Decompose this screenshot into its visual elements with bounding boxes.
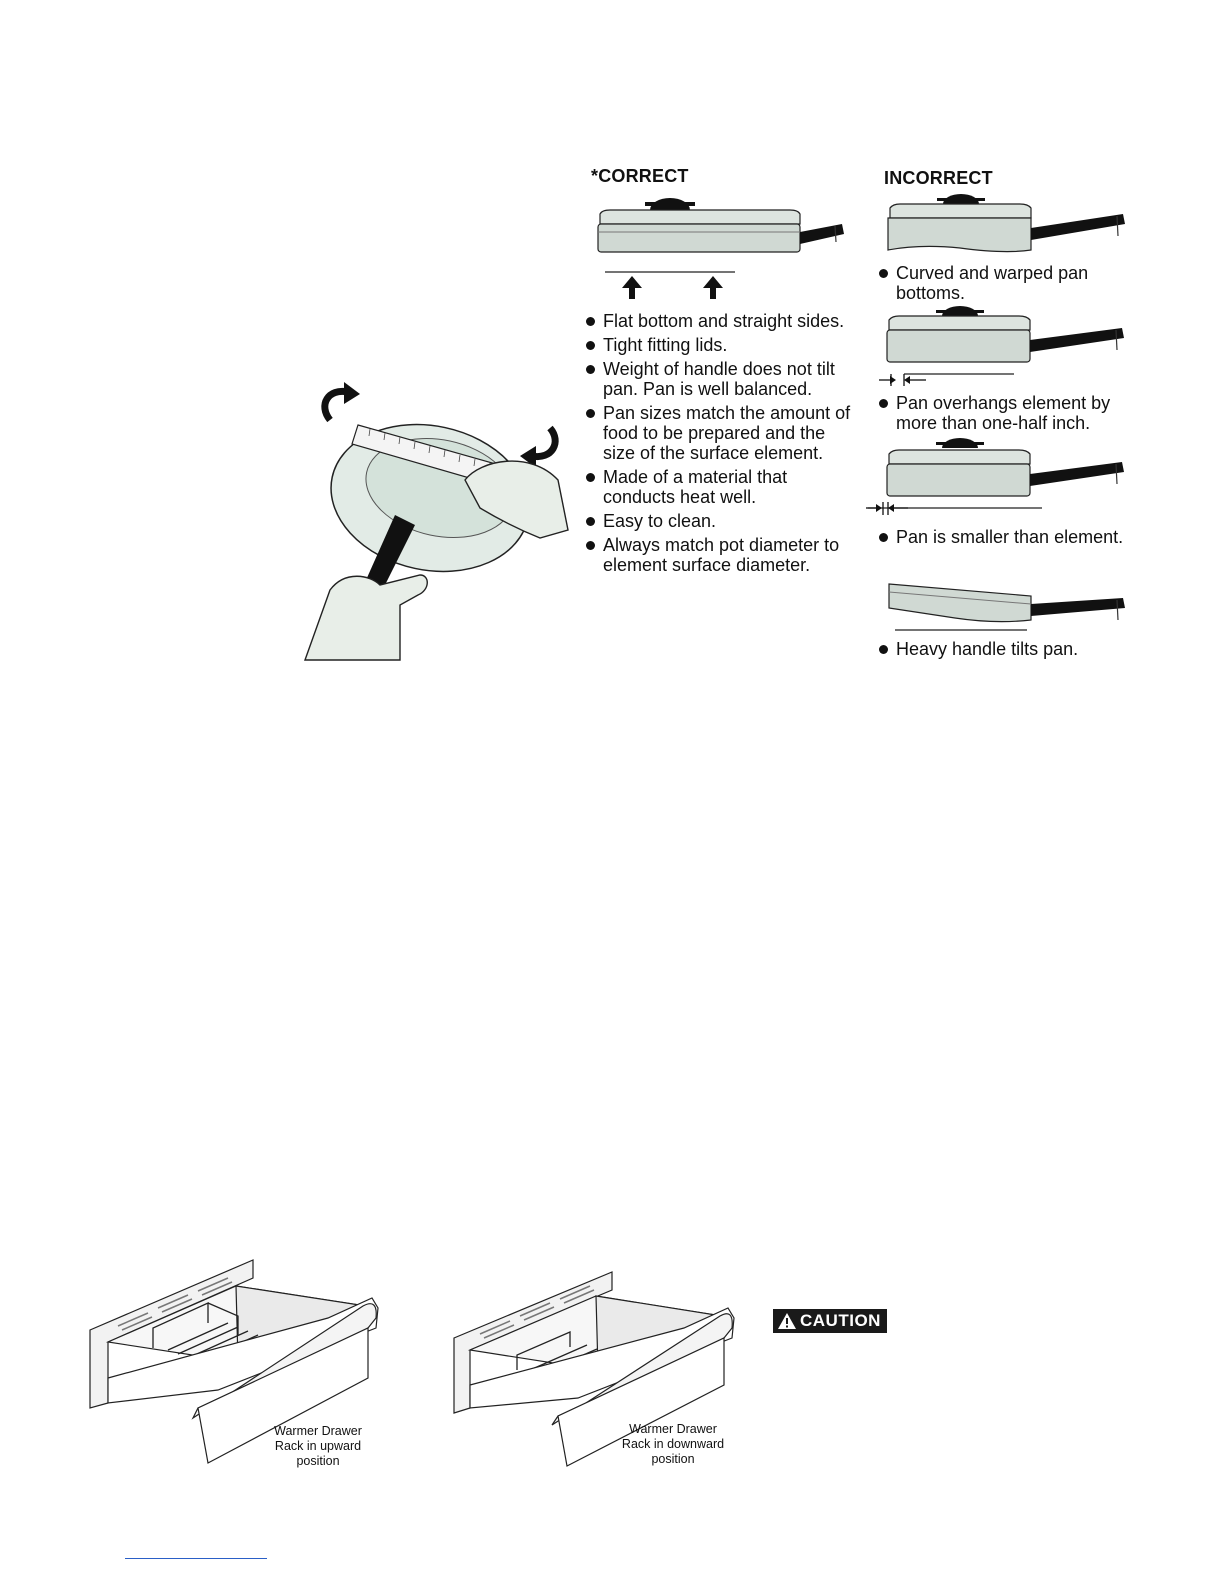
upward-rack-caption xyxy=(262,1424,374,1469)
incorrect-heading: INCORRECT xyxy=(884,168,993,188)
incorrect-item: Curved and warped pan bottoms. xyxy=(878,263,1138,303)
incorrect-item: Heavy handle tilts pan. xyxy=(878,639,1138,659)
caption-line: position xyxy=(651,1452,695,1466)
correct-item: Made of a material that conducts heat well. xyxy=(585,467,855,507)
caption-line: position xyxy=(296,1454,340,1468)
up-arrow-icon xyxy=(703,276,723,299)
caution-badge xyxy=(773,1309,887,1333)
warped-pan-illustration xyxy=(885,192,1135,262)
correct-item: Easy to clean. xyxy=(585,511,855,531)
correct-pan-illustration xyxy=(590,192,850,302)
caution-label: CAUTION xyxy=(800,1311,881,1330)
warning-triangle-icon xyxy=(777,1312,797,1330)
caption-line: Warmer Drawer xyxy=(629,1422,717,1436)
up-arrow-icon xyxy=(622,276,642,299)
incorrect-list-1 xyxy=(878,263,1138,307)
correct-item: Always match pot diameter to element surface diameter. xyxy=(585,535,855,575)
caption-line: Rack in upward xyxy=(274,1439,362,1453)
incorrect-item: Pan overhangs element by more than one-half inch. xyxy=(878,393,1140,433)
downward-rack-caption xyxy=(614,1422,732,1467)
correct-item: Flat bottom and straight sides. xyxy=(585,311,855,331)
pan-flatness-test-illustration xyxy=(300,380,570,665)
small-pan-illustration xyxy=(864,440,1136,520)
correct-list xyxy=(585,311,855,579)
correct-item: Weight of handle does not tilt pan. Pan is well balanced. xyxy=(585,359,855,399)
overhang-pan-illustration xyxy=(874,306,1136,390)
correct-item: Tight fitting lids. xyxy=(585,335,855,355)
footer-link-underline xyxy=(125,1558,267,1559)
caption-line: Rack in downward xyxy=(621,1437,725,1451)
correct-item: Pan sizes match the amount of food to be prepared and the size of the surface element. xyxy=(585,403,855,463)
incorrect-list-3 xyxy=(878,527,1138,551)
incorrect-list-4 xyxy=(878,639,1138,663)
incorrect-item: Pan is smaller than element. xyxy=(878,527,1138,547)
caption-line: Warmer Drawer xyxy=(274,1424,362,1438)
correct-heading: *CORRECT xyxy=(591,166,689,186)
incorrect-list-2 xyxy=(878,393,1140,437)
tilted-pan-illustration xyxy=(885,578,1135,636)
